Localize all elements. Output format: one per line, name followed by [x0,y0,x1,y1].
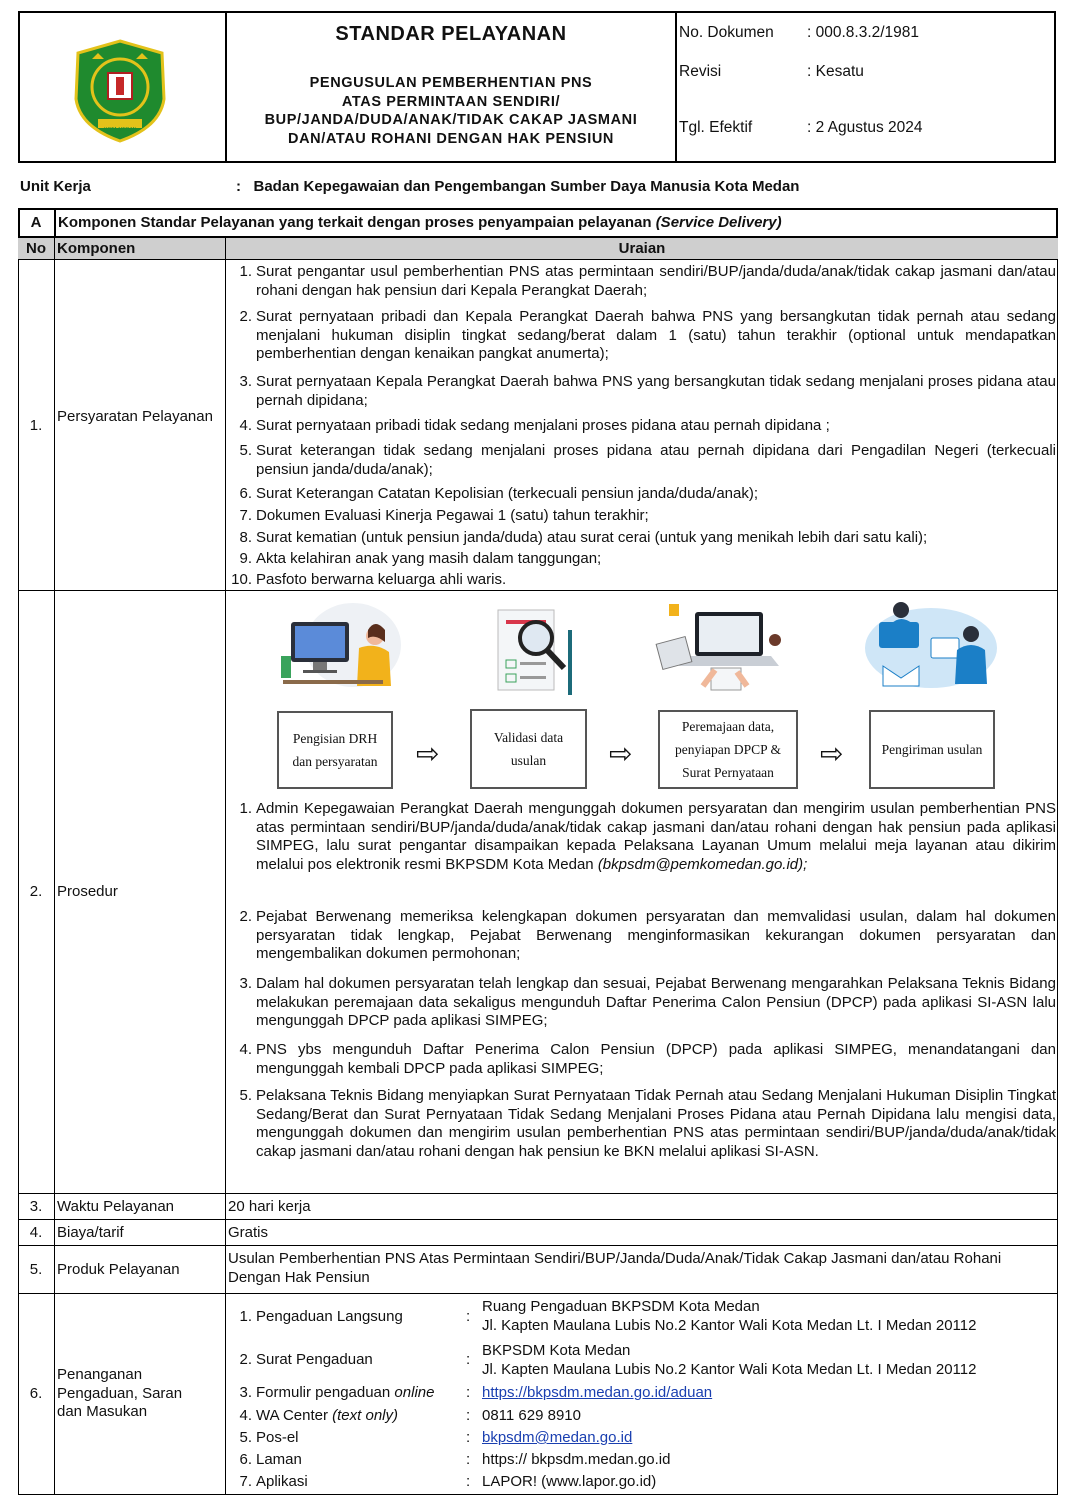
row-divider [18,1193,1058,1194]
title-cell [227,13,677,161]
row-divider [18,1245,1058,1246]
step-box: Validasi data usulan [470,709,587,789]
meta-value: : 2 Agustus 2024 [807,119,923,136]
item-text: Dokumen Evaluasi Kinerja Pegawai 1 (satu) tahun terakhir; [256,507,649,524]
item-number: 1. [239,800,252,817]
row-uraian: Usulan Pemberhentian PNS Atas Permintaan Sendiri/BUP/Janda/Duda/Anak/Tidak Cakap Jasmani dan/atau Rohani Dengan Hak Pensiun [228,1250,1002,1286]
page-title: STANDAR PELAYANAN [335,23,567,45]
subtitle-line: ATAS PERMINTAAN SENDIRI/ [341,93,561,110]
list-item [230,1087,1056,1161]
item-text: Surat kematian (untuk pensiun janda/duda) atau surat cerai (untuk yang menikah lebih dari satu kali); [256,529,928,546]
row-komponen: Penanganan Pengaduan, Saran dan Masukan [57,1366,183,1420]
item-text-main: Admin Kepegawaian Perangkat Daerah mengunggah dokumen persyaratan dan mengirim usulan pemberhentian PNS atas permintaan sendiri/BUP/janda/duda/anak/tidak cakap jasmani dan/atau rohani dengan hak pensiun pada aplikasi SIMPEG, lalu surat pengantar disampaikan kepada Pelaksana Layanan Umum melalui meja layanan atau dikirim melalui pos elektronik resmi BKPSDM Kota Medan [256,800,1056,873]
item-text: Pejabat Berwenang memeriksa kelengkapan dokumen persyaratan dan memvalidasi usulan, dalam hal dokumen persyaratan tidak lengkap, Pejabat Berwenang menginformasikan kekurangan dokumen persyaratan dan mengembalikan dokumen permohonan; [256,908,1056,962]
sending-message-icon [861,600,1001,700]
section-letter: A [30,214,42,231]
item-number: 2. [239,908,252,925]
list-item [230,263,1056,300]
list-item [230,908,1056,964]
item-text: Dalam hal dokumen persyaratan telah lengkap dan sesuai, Pejabat Berwenang mengarahkan Pelaksana Teknis Bidang melakukan peremajaan data sekaligus mengunduh Daftar Penerima Calon Pensiun (DPCP) pada aplikasi SI-ASN lalu mengunggah DPCP pada aplikasi SIMPEG; [256,975,1056,1029]
divider [225,238,226,1495]
colon: : [466,1451,471,1468]
subtitle-line: BUP/JANDA/DUDA/ANAK/TIDAK CAKAP JASMANI [264,112,638,128]
channel-address: Jl. Kapten Maulana Lubis No.2 Kantor Wali Kota Medan Lt. I Medan 20112 [482,1361,977,1378]
row-uraian: 20 hari kerja [228,1198,311,1215]
step-box: Peremajaan data, penyiapan DPCP & Surat Pernyataan [658,710,798,789]
item-number: 4. [239,1407,252,1424]
colon: : [466,1351,471,1368]
item-text: Surat Keterangan Catatan Kepolisian (terkecuali pensiun janda/duda/anak); [256,485,759,502]
magnifier-document-icon [484,600,584,700]
col-komponen-header: Komponen [57,240,136,257]
doc-number-row [679,24,920,42]
item-number: 5. [239,1429,252,1446]
row-uraian: Gratis [228,1224,269,1241]
channel-name: Aplikasi [256,1473,308,1490]
channel-name-italic: (text only) [332,1407,398,1424]
item-number: 10. [231,571,252,588]
list-item [230,975,1056,1031]
item-number: 4. [239,1041,252,1058]
list-item [230,571,1056,590]
list-item [230,529,1056,548]
divider [54,208,56,238]
item-number: 6. [239,1451,252,1468]
channel-name: Pos-el [256,1429,299,1446]
row-komponen: Persyaratan Pelayanan [57,408,213,425]
channel-name-italic: online [394,1384,435,1401]
channel-value: LAPOR! (www.lapor.go.id) [482,1473,657,1490]
colon: : [466,1429,471,1446]
step-box: Pengiriman usulan [869,710,995,789]
colon: : [466,1473,471,1490]
channel-address: Jl. Kapten Maulana Lubis No.2 Kantor Wali Kota Medan Lt. I Medan 20112 [482,1317,977,1334]
meta-cell [677,13,1054,161]
channel-name [256,1407,398,1426]
complaint-channels [230,1296,1056,1492]
col-uraian-header: Uraian [618,240,666,257]
row-divider [18,590,1058,591]
row-komponen: Biaya/tarif [57,1224,124,1241]
channel-value: https:// bkpsdm.medan.go.id [482,1451,671,1468]
channel-name-text: Formulir pengaduan [256,1384,391,1401]
arrow-right-icon: ⇨ [416,738,440,769]
row-komponen: Waktu Pelayanan [57,1198,175,1215]
row-komponen: Prosedur [57,883,118,900]
item-number: 7. [239,507,252,524]
col-no-header: No [26,240,46,257]
item-number: 3. [239,975,252,992]
unit-kerja-value: : Badan Kepegawaian dan Pengembangan Sumber Daya Manusia Kota Medan [236,178,800,195]
item-text: Surat keterangan tidak sedang menjalani proses pidana atau pernah dipidana dari Pengadilan Negeri (terkecuali pensiun janda/duda/anak); [256,442,1056,478]
item-number: 2. [239,308,252,325]
item-text: Surat pernyataan pribadi tidak sedang menjalani proses pidana atau pernah dipidana ; [256,417,830,434]
channel-name-text: WA Center [256,1407,328,1424]
channel-value: Ruang Pengaduan BKPSDM Kota Medan [482,1298,760,1315]
channel-name: Pengaduan Langsung [256,1308,403,1325]
item-number: 9. [239,550,252,567]
list-item [230,550,1056,569]
revision-row [679,63,864,81]
item-number: 7. [239,1473,252,1490]
item-number: 3. [239,1384,252,1401]
list-item [230,442,1056,479]
service-standard-table [18,208,1058,1495]
meta-label: No. Dokumen [679,24,774,41]
colon: : [466,1308,471,1325]
meta-label: Tgl. Efektif [679,119,753,136]
row-divider [18,1293,1058,1294]
row-number: 1. [29,417,43,434]
subtitle [227,74,675,148]
subtitle-line: PENGUSULAN PEMBERHENTIAN PNS [309,75,593,91]
row-number: 5. [29,1261,43,1278]
step-box: Pengisian DRH dan persyaratan [277,711,393,789]
arrow-right-icon: ⇨ [820,738,844,769]
channel-value: 0811 629 8910 [482,1407,581,1424]
row-number: 6. [29,1385,43,1402]
list-item [230,800,1056,874]
row-number: 2. [29,883,43,900]
unit-kerja-label: Unit Kerja [20,178,91,195]
list-item [230,308,1056,364]
divider [54,238,55,1495]
effective-date-row [679,119,923,137]
list-item [230,507,1056,526]
laptop-workspace-icon [651,600,791,695]
row-number: 4. [29,1224,43,1241]
colon: : [466,1384,471,1401]
item-text-email: (bkpsdm@pemkomedan.go.id); [597,855,808,873]
item-text: Surat pernyataan pribadi dan Kepala Perangkat Daerah bahwa PNS yang bersangkutan tidak pernah atau sedang menjalani hukuman disiplin tingkat sedang/berat dalam 1 (satu) tahun terakhir (optional untuk mendapatkan pemberhentian dengan kenaikan pangkat anumerta); [256,308,1056,362]
meta-value: : 000.8.3.2/1981 [807,24,920,41]
section-title [58,214,782,233]
channel-name [256,1384,434,1403]
item-number: 3. [239,373,252,390]
section-title-italic: (Service Delivery) [655,214,782,231]
item-text: Pasfoto berwarna keluarga ahli waris. [256,571,507,588]
channel-name: Laman [256,1451,302,1468]
item-number: 5. [239,442,252,459]
item-text: PNS ybs mengunduh Daftar Penerima Calon Pensiun (DPCP) pada aplikasi SIMPEG, menandatangani dan mengunggah kembali DPCP pada aplikasi SIMPEG; [256,1041,1056,1077]
list-item [230,373,1056,410]
meta-label: Revisi [679,63,722,80]
logo-caption: KOTA MEDAN [104,127,137,133]
complaint-form-link[interactable]: https://bkpsdm.medan.go.id/aduan [482,1384,713,1401]
item-number: 5. [239,1087,252,1104]
meta-value: : Kesatu [807,63,864,80]
logo-cell [20,13,227,161]
channel-value: BKPSDM Kota Medan [482,1342,631,1359]
email-link[interactable]: bkpsdm@medan.go.id [482,1429,633,1446]
item-number: 8. [239,529,252,546]
item-text [256,800,1056,874]
section-title-text: Komponen Standar Pelayanan yang terkait dengan proses penyampaian pelayanan [58,214,652,231]
list-item [230,485,1056,504]
item-number: 1. [239,1308,252,1325]
list-item [230,417,1056,436]
item-text: Pelaksana Teknis Bidang menyiapkan Surat Pernyataan Tidak Pernah atau Sedang Menjalani Hukuman Disiplin Tingkat Sedang/Berat dan Surat Pernyataan Tidak Sedang Menjalani Proses Pidana atau Pernah Dipidana lalu mengisi data, mengunggah dokumen dan mengirim usulan pemberhentian PNS atas permintaan sendiri/BUP/janda/duda/anak/tidak cakap jasmani dan/atau rohani dengan hak pensiun ke BKN melalui aplikasi SI-ASN. [256,1087,1056,1160]
item-number: 4. [239,417,252,434]
item-number: 6. [239,485,252,502]
item-number: 2. [239,1351,252,1368]
item-text: Surat pengantar usul pemberhentian PNS atas permintaan sendiri/BUP/janda/duda/anak/tidak cakap jasmani dan/atau rohani dengan hak pensiun dari Kepala Perangkat Daerah; [256,263,1056,299]
item-text: Akta kelahiran anak yang masih dalam tanggungan; [256,550,602,567]
item-text: Surat pernyataan Kepala Perangkat Daerah bahwa PNS yang bersangkutan tidak sedang menjalani proses pidana atau pernah dipidana; [256,373,1056,409]
row-number: 3. [29,1198,43,1215]
item-number: 1. [239,263,252,280]
document-header [18,11,1056,163]
arrow-right-icon: ⇨ [609,738,633,769]
row-komponen: Produk Pelayanan [57,1261,180,1278]
list-item [230,1041,1056,1078]
channel-name: Surat Pengaduan [256,1351,373,1368]
row-divider [18,1219,1058,1220]
colon: : [466,1407,471,1424]
person-computer-icon [273,600,403,700]
subtitle-line: DAN/ATAU ROHANI DENGAN HAK PENSIUN [288,130,614,147]
